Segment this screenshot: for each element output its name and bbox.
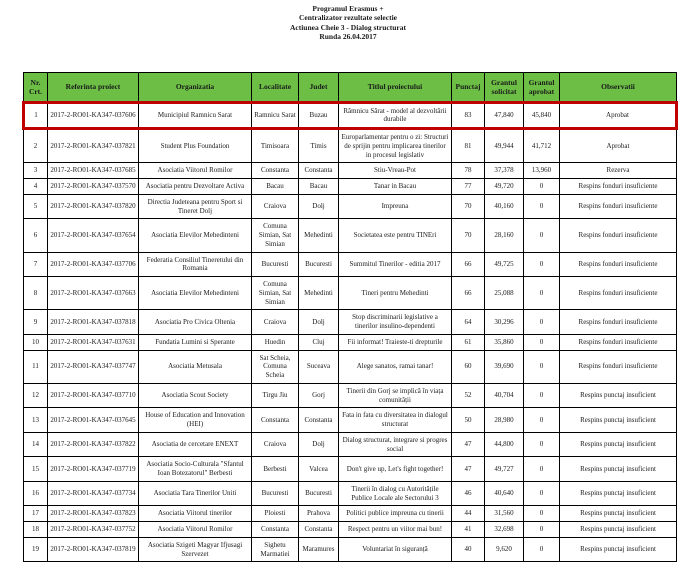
cell-solicitat: 28,160: [485, 219, 524, 252]
cell-solicitat: 30,296: [485, 310, 524, 335]
cell-judet: Bucuresti: [299, 252, 339, 277]
cell-localitate: Constanta: [252, 163, 299, 179]
cell-titlu: Dialog structurat, integrare si progres social: [339, 432, 452, 457]
cell-judet: Prahova: [299, 506, 339, 522]
cell-solicitat: 37,378: [485, 163, 524, 179]
cell-organizatia: Asociatia Scout Society: [139, 383, 252, 408]
cell-observatii: Respins punctaj insuficient: [560, 408, 677, 433]
cell-localitate: Sat Scheia, Comuna Scheia: [252, 350, 299, 383]
table-row: [24, 537, 677, 562]
cell-titlu: Fata in fata cu diversitatea in dialogul structurat: [339, 408, 452, 433]
cell-titlu: Impreuna: [339, 194, 452, 219]
table-row: [24, 457, 677, 482]
cell-solicitat: 9,620: [485, 537, 524, 562]
cell-referinta: 2017-2-RO01-KA347-037821: [48, 129, 139, 163]
cell-titlu: Summitul Tinerilor - editia 2017: [339, 252, 452, 277]
results-table-body: [24, 102, 677, 562]
cell-localitate: Sighetu Marmatiei: [252, 537, 299, 562]
cell-referinta: 2017-2-RO01-KA347-037654: [48, 219, 139, 252]
cell-nr: 17: [24, 506, 48, 522]
table-row: [24, 350, 677, 383]
cell-observatii: Respins punctaj insuficient: [560, 481, 677, 506]
cell-organizatia: Directia Judeteana pentru Sport si Tineret Dolj: [139, 194, 252, 219]
cell-organizatia: Asociatia Viitorul tinerilor: [139, 506, 252, 522]
cell-solicitat: 25,088: [485, 277, 524, 310]
cell-observatii: Aprobat: [560, 129, 677, 163]
cell-punctaj: 47: [452, 432, 485, 457]
cell-solicitat: 44,800: [485, 432, 524, 457]
table-row: [24, 129, 677, 163]
cell-nr: 14: [24, 432, 48, 457]
cell-punctaj: 70: [452, 194, 485, 219]
cell-solicitat: 31,560: [485, 506, 524, 522]
cell-organizatia: Asociatia Viitorul Romilor: [139, 163, 252, 179]
cell-punctaj: 40: [452, 537, 485, 562]
cell-solicitat: 40,640: [485, 481, 524, 506]
cell-judet: Mehedinti: [299, 219, 339, 252]
cell-aprobat: 0: [524, 537, 560, 562]
cell-punctaj: 52: [452, 383, 485, 408]
cell-judet: Valcea: [299, 457, 339, 482]
cell-titlu: Respect pentru un viitor mai bun!: [339, 522, 452, 538]
cell-organizatia: Fundatia Lumini si Sperante: [139, 334, 252, 350]
table-row: [24, 277, 677, 310]
cell-observatii: Respins punctaj insuficient: [560, 432, 677, 457]
title-line-3: Actiunea Cheie 3 - Dialog structurat: [0, 23, 696, 32]
cell-punctaj: 61: [452, 334, 485, 350]
cell-localitate: Bacau: [252, 179, 299, 195]
cell-organizatia: Asociatia Tara Tinerilor Uniti: [139, 481, 252, 506]
cell-judet: Constanta: [299, 408, 339, 433]
cell-aprobat: 0: [524, 350, 560, 383]
cell-referinta: 2017-2-RO01-KA347-037752: [48, 522, 139, 538]
cell-judet: Constanta: [299, 163, 339, 179]
cell-localitate: Tirgu Jiu: [252, 383, 299, 408]
title-line-4: Runda 26.04.2017: [0, 32, 696, 41]
cell-referinta: 2017-2-RO01-KA347-037719: [48, 457, 139, 482]
cell-titlu: Don't give up, Let's fight together!: [339, 457, 452, 482]
cell-punctaj: 81: [452, 129, 485, 163]
cell-referinta: 2017-2-RO01-KA347-037685: [48, 163, 139, 179]
cell-referinta: 2017-2-RO01-KA347-037747: [48, 350, 139, 383]
cell-organizatia: Asociatia pentru Dezvoltare Activa: [139, 179, 252, 195]
title-line-1: Programul Erasmus +: [0, 4, 696, 13]
cell-titlu: Tinerii în dialog cu Autoritățile Publice Locale ale Sectorului 3: [339, 481, 452, 506]
table-row: [24, 522, 677, 538]
cell-observatii: Respins fonduri insuficiente: [560, 310, 677, 335]
cell-organizatia: Student Plus Foundation: [139, 129, 252, 163]
cell-referinta: 2017-2-RO01-KA347-037663: [48, 277, 139, 310]
cell-referinta: 2017-2-RO01-KA347-037706: [48, 252, 139, 277]
cell-solicitat: 28,980: [485, 408, 524, 433]
cell-referinta: 2017-2-RO01-KA347-037823: [48, 506, 139, 522]
cell-observatii: Respins fonduri insuficiente: [560, 219, 677, 252]
cell-titlu: Fii informat! Traieste-ti drepturile: [339, 334, 452, 350]
cell-localitate: Constanta: [252, 522, 299, 538]
cell-solicitat: 35,860: [485, 334, 524, 350]
table-row: [24, 179, 677, 195]
cell-titlu: Societatea este pentru TINEri: [339, 219, 452, 252]
table-row: [24, 383, 677, 408]
cell-aprobat: 0: [524, 334, 560, 350]
header-nr-crt: Nr. Crt.: [24, 72, 48, 102]
cell-titlu: Politici publice impreuna cu tinerii: [339, 506, 452, 522]
cell-punctaj: 46: [452, 481, 485, 506]
cell-referinta: 2017-2-RO01-KA347-037819: [48, 537, 139, 562]
table-row: [24, 219, 677, 252]
cell-solicitat: 39,690: [485, 350, 524, 383]
cell-judet: Bacau: [299, 179, 339, 195]
cell-referinta: 2017-2-RO01-KA347-037631: [48, 334, 139, 350]
cell-judet: Mehedinti: [299, 277, 339, 310]
header-organizatia: Organizatia: [139, 72, 252, 102]
cell-observatii: Respins fonduri insuficiente: [560, 277, 677, 310]
cell-organizatia: House of Education and Innovation (HEI): [139, 408, 252, 433]
cell-observatii: Respins punctaj insuficient: [560, 457, 677, 482]
cell-judet: Buzau: [299, 102, 339, 129]
cell-localitate: Timisoara: [252, 129, 299, 163]
cell-aprobat: 0: [524, 408, 560, 433]
cell-titlu: Alege sanatos, ramai tanar!: [339, 350, 452, 383]
cell-solicitat: 49,727: [485, 457, 524, 482]
cell-organizatia: Asociatia Metusala: [139, 350, 252, 383]
cell-organizatia: Asociatia Elevilor Mehedinteni: [139, 219, 252, 252]
cell-aprobat: 0: [524, 506, 560, 522]
header-judet: Judet: [299, 72, 339, 102]
cell-aprobat: 0: [524, 383, 560, 408]
cell-nr: 1: [24, 102, 48, 129]
table-row: [24, 432, 677, 457]
cell-judet: Timis: [299, 129, 339, 163]
cell-observatii: Respins fonduri insuficiente: [560, 252, 677, 277]
table-row: [24, 102, 677, 129]
header-titlul-proiectului: Titlul proiectului: [339, 72, 452, 102]
cell-localitate: Bucuresti: [252, 252, 299, 277]
cell-solicitat: 49,720: [485, 179, 524, 195]
cell-titlu: Tineri pentru Mehedinti: [339, 277, 452, 310]
cell-aprobat: 0: [524, 457, 560, 482]
cell-referinta: 2017-2-RO01-KA347-037645: [48, 408, 139, 433]
cell-judet: Dolj: [299, 310, 339, 335]
cell-punctaj: 44: [452, 506, 485, 522]
cell-nr: 9: [24, 310, 48, 335]
cell-nr: 15: [24, 457, 48, 482]
cell-punctaj: 66: [452, 277, 485, 310]
cell-referinta: 2017-2-RO01-KA347-037820: [48, 194, 139, 219]
cell-referinta: 2017-2-RO01-KA347-037710: [48, 383, 139, 408]
cell-localitate: Craiova: [252, 194, 299, 219]
header-punctaj: Punctaj: [452, 72, 485, 102]
cell-titlu: Stop discriminarii legislative a tinerilor insulino-dependenti: [339, 310, 452, 335]
cell-localitate: Comuna Simian, Sat Simian: [252, 219, 299, 252]
cell-organizatia: Asociatia Viitorul Romilor: [139, 522, 252, 538]
header-localitate: Localitate: [252, 72, 299, 102]
cell-referinta: 2017-2-RO01-KA347-037570: [48, 179, 139, 195]
cell-nr: 6: [24, 219, 48, 252]
cell-observatii: Respins fonduri insuficiente: [560, 350, 677, 383]
table-row: [24, 334, 677, 350]
cell-judet: Dolj: [299, 194, 339, 219]
cell-judet: Maramures: [299, 537, 339, 562]
cell-localitate: Bucuresti: [252, 481, 299, 506]
cell-localitate: Ramnicu Sarat: [252, 102, 299, 129]
cell-judet: Cluj: [299, 334, 339, 350]
cell-observatii: Respins fonduri insuficiente: [560, 334, 677, 350]
cell-referinta: 2017-2-RO01-KA347-037734: [48, 481, 139, 506]
cell-organizatia: Federatia Consiliul Tineretului din Romania: [139, 252, 252, 277]
cell-punctaj: 41: [452, 522, 485, 538]
cell-observatii: Respins punctaj insuficient: [560, 383, 677, 408]
cell-nr: 3: [24, 163, 48, 179]
cell-aprobat: 0: [524, 252, 560, 277]
cell-organizatia: Asociatia Szigeti Magyar Ifjusagi Szervezet: [139, 537, 252, 562]
cell-punctaj: 60: [452, 350, 485, 383]
cell-aprobat: 0: [524, 481, 560, 506]
cell-solicitat: 47,840: [485, 102, 524, 129]
table-row: [24, 163, 677, 179]
cell-referinta: 2017-2-RO01-KA347-037822: [48, 432, 139, 457]
cell-solicitat: 49,725: [485, 252, 524, 277]
cell-observatii: Respins punctaj insuficient: [560, 537, 677, 562]
cell-titlu: Tanar in Bacau: [339, 179, 452, 195]
cell-solicitat: 32,698: [485, 522, 524, 538]
cell-aprobat: 0: [524, 310, 560, 335]
cell-nr: 13: [24, 408, 48, 433]
cell-nr: 12: [24, 383, 48, 408]
table-row: [24, 252, 677, 277]
cell-observatii: Rezerva: [560, 163, 677, 179]
cell-titlu: Râmnicu Sărat - model al dezvoltării durabile: [339, 102, 452, 129]
cell-aprobat: 0: [524, 277, 560, 310]
cell-punctaj: 77: [452, 179, 485, 195]
table-row: [24, 506, 677, 522]
cell-punctaj: 47: [452, 457, 485, 482]
cell-nr: 19: [24, 537, 48, 562]
cell-nr: 10: [24, 334, 48, 350]
cell-nr: 2: [24, 129, 48, 163]
cell-punctaj: 50: [452, 408, 485, 433]
cell-organizatia: Municipiul Ramnicu Sarat: [139, 102, 252, 129]
cell-observatii: Respins punctaj insuficient: [560, 522, 677, 538]
cell-localitate: Constanta: [252, 408, 299, 433]
header-grantul-aprobat: Grantul aprobat: [524, 72, 560, 102]
cell-solicitat: 49,944: [485, 129, 524, 163]
cell-aprobat: 13,960: [524, 163, 560, 179]
cell-localitate: Huedin: [252, 334, 299, 350]
cell-punctaj: 78: [452, 163, 485, 179]
cell-titlu: Europarlamentar pentru o zi: Structuri de sprijin pentru implicarea tinerilor in procesul legislativ: [339, 129, 452, 163]
cell-observatii: Respins fonduri insuficiente: [560, 179, 677, 195]
cell-nr: 5: [24, 194, 48, 219]
cell-solicitat: 40,704: [485, 383, 524, 408]
cell-judet: Constanta: [299, 522, 339, 538]
results-table: [22, 72, 678, 562]
cell-localitate: Berbesti: [252, 457, 299, 482]
cell-nr: 18: [24, 522, 48, 538]
header-referinta-proiect: Referinta proiect: [48, 72, 139, 102]
cell-organizatia: Asociatia de cercetare ENEXT: [139, 432, 252, 457]
cell-localitate: Craiova: [252, 432, 299, 457]
cell-aprobat: 0: [524, 179, 560, 195]
cell-solicitat: 40,160: [485, 194, 524, 219]
document-title: [0, 4, 696, 42]
cell-aprobat: 41,712: [524, 129, 560, 163]
cell-nr: 7: [24, 252, 48, 277]
cell-judet: Bucuresti: [299, 481, 339, 506]
cell-judet: Dolj: [299, 432, 339, 457]
header-grantul-solicitat: Grantul solicitat: [485, 72, 524, 102]
table-row: [24, 408, 677, 433]
table-row: [24, 310, 677, 335]
cell-nr: 16: [24, 481, 48, 506]
cell-punctaj: 64: [452, 310, 485, 335]
cell-localitate: Ploiesti: [252, 506, 299, 522]
cell-aprobat: 0: [524, 432, 560, 457]
cell-punctaj: 66: [452, 252, 485, 277]
cell-observatii: Respins fonduri insuficiente: [560, 194, 677, 219]
cell-localitate: Comuna Simian, Sat Simian: [252, 277, 299, 310]
cell-nr: 4: [24, 179, 48, 195]
table-row: [24, 194, 677, 219]
cell-aprobat: 0: [524, 219, 560, 252]
cell-observatii: Aprobat: [560, 102, 677, 129]
cell-nr: 11: [24, 350, 48, 383]
cell-punctaj: 70: [452, 219, 485, 252]
cell-punctaj: 83: [452, 102, 485, 129]
cell-nr: 8: [24, 277, 48, 310]
table-row: [24, 481, 677, 506]
cell-aprobat: 0: [524, 194, 560, 219]
cell-observatii: Respins punctaj insuficient: [560, 506, 677, 522]
cell-judet: Suceava: [299, 350, 339, 383]
cell-organizatia: Asociatia Pro Civica Oltenia: [139, 310, 252, 335]
cell-organizatia: Asociatia Socio-Culturala "Sfantul Ioan Botezatorul" Berbesti: [139, 457, 252, 482]
cell-titlu: Stiu-Vreau-Pot: [339, 163, 452, 179]
cell-titlu: Voluntariat în siguranță: [339, 537, 452, 562]
cell-aprobat: 0: [524, 522, 560, 538]
header-row: [24, 72, 677, 102]
cell-titlu: Tinerii din Gorj se implică în viața comunității: [339, 383, 452, 408]
cell-localitate: Craiova: [252, 310, 299, 335]
cell-referinta: 2017-2-RO01-KA347-037818: [48, 310, 139, 335]
cell-organizatia: Asociatia Elevilor Mehedinteni: [139, 277, 252, 310]
header-observatii: Observatii: [560, 72, 677, 102]
title-line-2: Centralizator rezultate selectie: [0, 13, 696, 22]
cell-aprobat: 45,840: [524, 102, 560, 129]
cell-judet: Gorj: [299, 383, 339, 408]
cell-referinta: 2017-2-RO01-KA347-037606: [48, 102, 139, 129]
